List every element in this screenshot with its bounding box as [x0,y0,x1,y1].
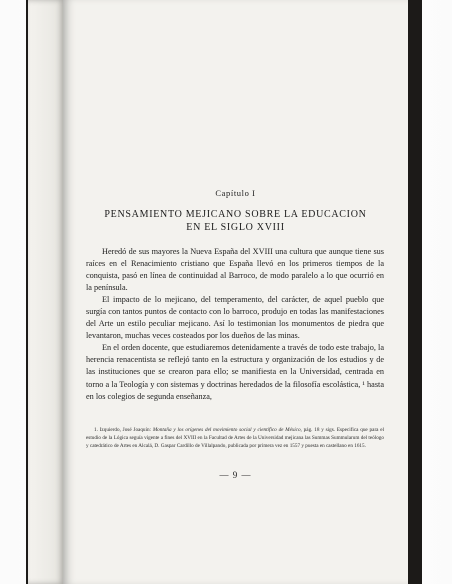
footnote-author: Izquierdo, José Joaquín: [99,427,152,433]
chapter-title-line-1: PENSAMIENTO MEJICANO SOBRE LA EDUCACION [104,209,367,220]
footnote-1: 1. Izquierdo, José Joaquín: Montaña y los orígenes del movimiento social y científico de México, pág. 18 y sigs. Especifica que para el estudio de la Lógica seguía vigente a fines del XVIII en la Facultad de Artes de la Universidad mejicana las Summas Summularum del teólogo y catedrático de Artes en Alcalá, D. Gaspar Cardillo de Villalpando, publicada por primera vez en 1557 y puesta en castellano en 1615. [86,427,385,449]
facing-page-edge [28,0,64,584]
page-number: — 9 — [219,470,252,480]
footnotes [86,427,384,450]
chapter-title [63,208,408,234]
body-text [86,246,384,403]
paragraph-2: El impacto de lo mejicano, del temperamento, del carácter, de aquel pueblo que surgía con tantos puntos de contacto con lo barroco, produjo en todas las manifestaciones del Arte un estilo peculiar mejicano. Así lo testimonian los monumentos de piedra que levantaron, muchas veces costeados por los dueños de las minas. [86,295,384,341]
book-right-edge [408,0,422,584]
paragraph-1: Heredó de sus mayores la Nueva España del XVIII una cultura que aunque tiene sus raíces en el Renacimiento cristiano que España llevó en los primeros tiempos de la conquista, pasó en línea de continuidad al Barroco, de modo paralelo a lo que ocurrió en la península. [86,247,384,293]
paragraph-3: En el orden docente, que estudiaremos detenidamente a través de todo este trabajo, la herencia renacentista se reflejó tanto en la estructura y organización de los estudios y de las instituciones que se crearon para ello; se manifiesta en la Universidad, centrada en torno a la Teología y con sistemas y doctrinas heredados de la filosofía escolástica, ¹ hasta en los colegios de segunda enseñanza, [86,343,384,401]
footnote-text: pág. 18 y sigs. Especifica que para el estudio de la Lógica seguía vigente a fines del XVIII en la Facultad de Artes de la Universidad mejicana las Summas Summularum del teólogo y catedrático de Artes en Alcalá, D. Gaspar Cardillo de Villalpando, publicada por primera vez en 1557 y puesta en castellano en 1615. [86,427,385,449]
chapter-label: Capítulo I [215,188,256,198]
footnote-number: 1 [94,427,97,433]
footnote-title: Montaña y los orígenes del movimiento social y científico de México, [152,427,302,433]
chapter-title-line-2: EN EL SIGLO XVIII [186,222,285,233]
